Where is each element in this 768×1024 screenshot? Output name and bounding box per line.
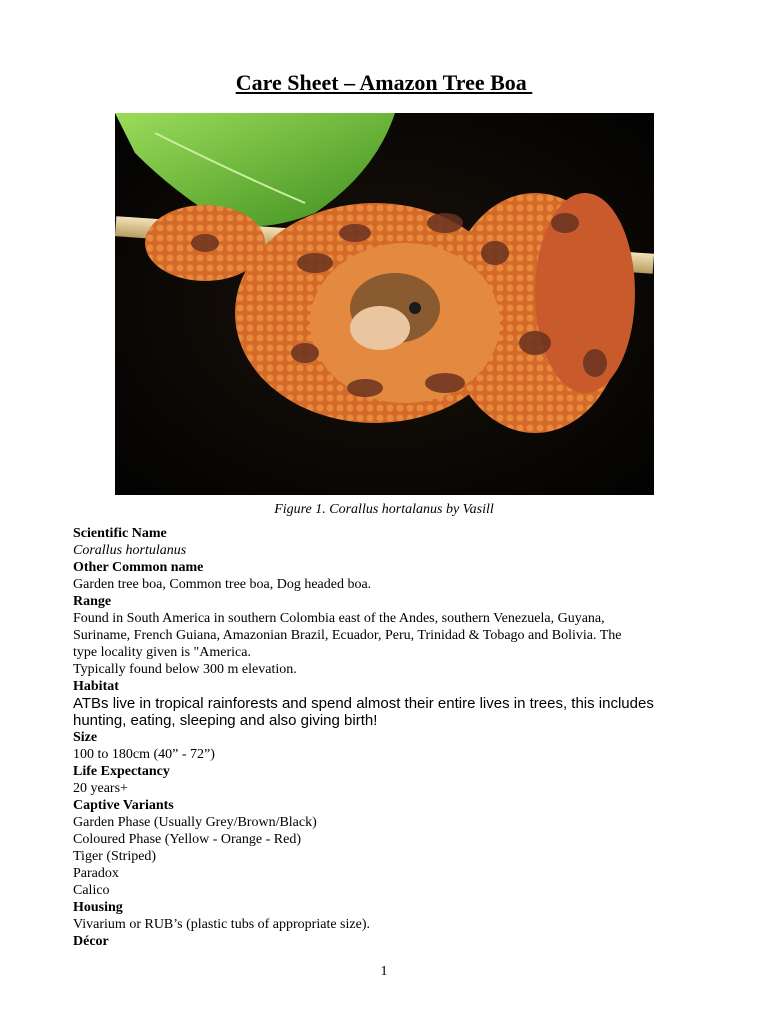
- figure-caption: Figure 1. Corallus hortalanus by Vasill: [274, 502, 494, 517]
- life-expectancy-heading: Life Expectancy: [73, 764, 170, 779]
- variant-item: Calico: [73, 883, 110, 898]
- range-heading: Range: [73, 594, 112, 609]
- snake-photo: [115, 113, 654, 495]
- habitat-line: hunting, eating, sleeping and also giving birth!: [73, 712, 378, 729]
- habitat-line: ATBs live in tropical rainforests and spend almost their entire lives in trees, this includes: [73, 695, 654, 712]
- common-name-value: Garden tree boa, Common tree boa, Dog headed boa.: [73, 577, 372, 592]
- scientific-name-value: Corallus hortulanus: [73, 543, 187, 558]
- habitat-heading: Habitat: [73, 679, 119, 694]
- range-line: Typically found below 300 m elevation.: [73, 662, 297, 677]
- life-expectancy-value: 20 years+: [73, 781, 128, 796]
- variant-item: Garden Phase (Usually Grey/Brown/Black): [73, 815, 317, 830]
- page-number: 1: [380, 964, 388, 979]
- variant-item: Coloured Phase (Yellow - Orange - Red): [73, 832, 301, 847]
- page-title: Care Sheet – Amazon Tree Boa: [235, 70, 533, 95]
- captive-variants-heading: Captive Variants: [73, 798, 174, 813]
- housing-heading: Housing: [73, 900, 123, 915]
- range-line: Found in South America in southern Colombia east of the Andes, southern Venezuela, Guyana,: [73, 611, 605, 626]
- size-heading: Size: [73, 730, 98, 745]
- common-name-heading: Other Common name: [73, 560, 204, 575]
- care-sheet-body: [73, 525, 703, 950]
- size-value: 100 to 180cm (40” - 72”): [73, 747, 215, 762]
- range-line: type locality given is "America.: [73, 645, 251, 660]
- housing-value: Vivarium or RUB’s (plastic tubs of appropriate size).: [73, 917, 370, 932]
- range-line: Suriname, French Guiana, Amazonian Brazil, Ecuador, Peru, Trinidad & Tobago and Bolivia. The: [73, 628, 622, 643]
- variant-item: Paradox: [73, 866, 119, 881]
- variant-item: Tiger (Striped): [73, 849, 157, 864]
- scientific-name-heading: Scientific Name: [73, 526, 167, 541]
- decor-heading: Décor: [73, 934, 109, 949]
